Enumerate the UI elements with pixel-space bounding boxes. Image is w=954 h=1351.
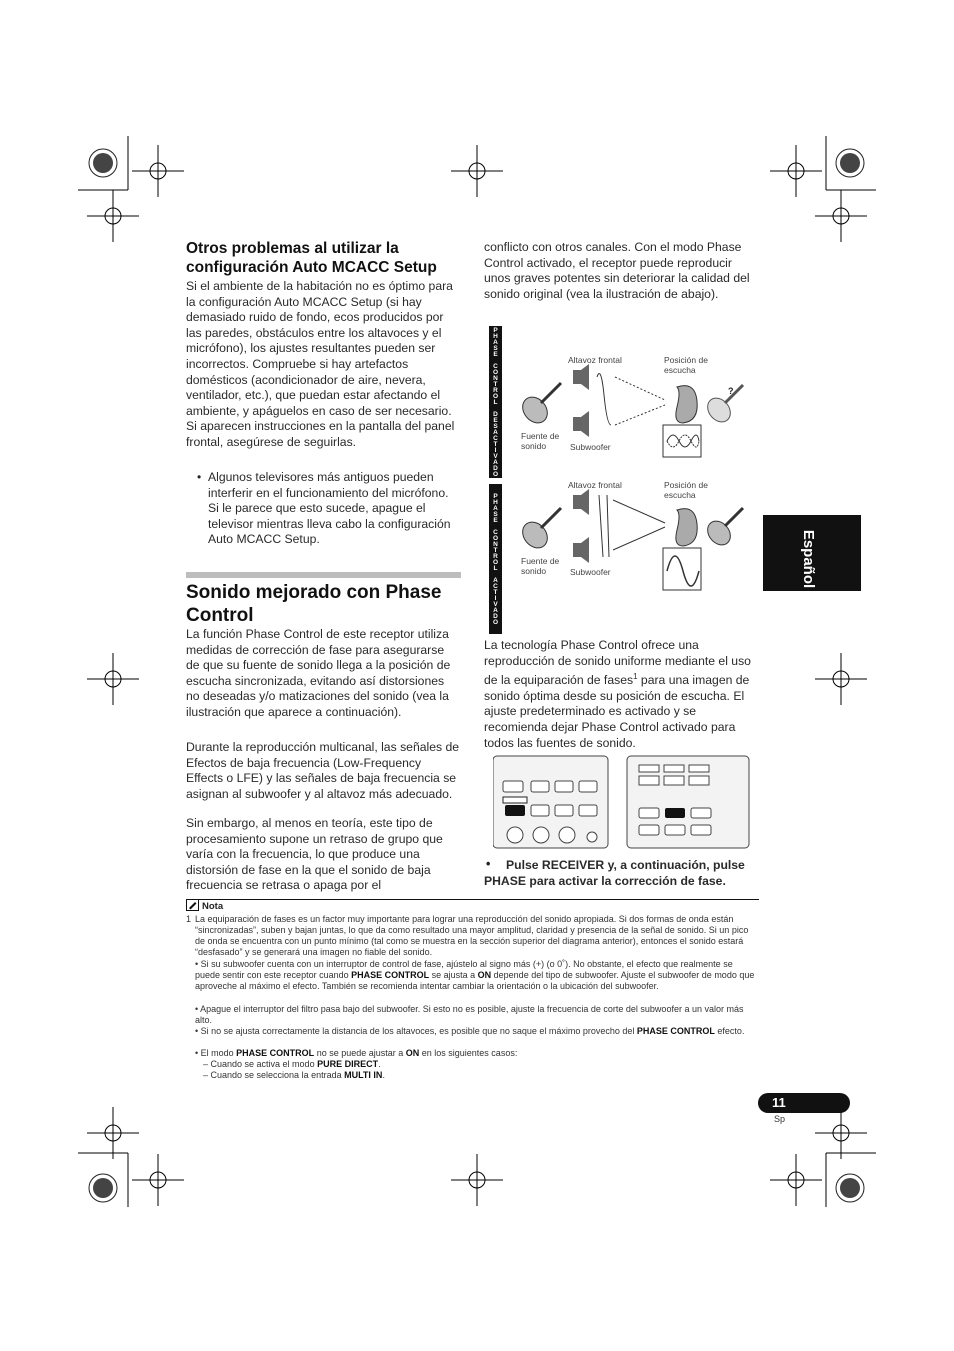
label-subwoofer: Subwoofer [570, 567, 611, 577]
footnote-bullet-cases: • El modo PHASE CONTROL no se puede ajustar a ON en los siguientes casos: [195, 1048, 518, 1058]
page-language-code: Sp [774, 1114, 786, 1124]
note-rule [186, 899, 759, 900]
subheading-auto-mcacc: Otros problemas al utilizar la configuración Auto MCACC Setup [186, 240, 437, 276]
paragraph-conflict: conflicto con otros canales. Con el modo Phase Control activado, el receptor puede reproducir unos graves potentes sin deteriorar la calidad del sonido original (vea la ilustración de abajo). [484, 240, 750, 301]
label-front-speaker: Altavoz frontal [568, 355, 622, 365]
guitar-icon [703, 385, 743, 426]
footnote-case-multi-in: – Cuando se selecciona la entrada MULTI IN. [203, 1070, 385, 1080]
page-number-badge: 11 [758, 1093, 850, 1113]
section-rule [186, 572, 461, 578]
ear-icon [676, 386, 697, 423]
paragraph-group-delay: Sin embargo, al menos en teoría, este tipo de procesamiento supone un retraso de grupo que varía con la frecuencia, lo que produce una distorsión de fase en la que el sonido de baja frecuencia se retrasa o apaga por el [186, 816, 443, 893]
footnote-1: La equiparación de fases es un factor muy importante para lograr una reproducción del sonido apropiada. Si dos formas de onda están “sincronizadas”, suben y bajan juntas, lo que da como resultado una mayor amplitud, claridad y presencia de la señal de sonido. Si un pico de onda se encuentra con un punto mínimo (tal como se muestra en la sección superior del diagrama anterior), entonces el sonido estará “desfasado” y se generará una imagen no fiable del sonido. [195, 914, 749, 957]
note-icon [186, 899, 199, 911]
footnote-bullet-subwoofer-phase: • Si su subwoofer cuenta con un interruptor de control de fase, ajústelo al signo más (+) (o 0˚). No obstante, el efecto que realmente se puede sentir con este receptor cuando PHASE CONTROL se ajusta a ON depende del tipo de subwoofer. Ajuste el subwoofer de modo que aproveche al máximo el efecto. También se recomienda intentar cambiar la orientación o la ubicación del subwoofer. [195, 959, 755, 991]
question-mark: ? [728, 386, 734, 396]
label-phase-on: PHASE CONTROL ACTIVADO [489, 484, 502, 634]
ear-icon [676, 509, 697, 546]
paragraph-multichannel: Durante la reproducción multicanal, las señales de Efectos de baja frecuencia (Low-Frequency Effects o LFE) y las señales de baja frecuencia se asignan al subwoofer y al altavoz más adecuado. [186, 740, 460, 801]
bullet-dot: • [197, 470, 202, 484]
guitar-icon [518, 508, 561, 553]
paragraph-room-environment: Si el ambiente de la habitación no es óptimo para la configuración Auto MCACC Setup (si hay demasiado ruido de fondo, ecos producidos por las paredes, obstáculos entre los altavoces y el micrófono), los ajustes resultantes pueden ser incorrectos. Compruebe si hay artefactos domésticos (acondicionador de aire, nevera, ventilador, etc.), que puedan estar afectando el ambiente, y apáguelos en caso de ser necesario. Si aparecen instrucciones en la pantalla del panel frontal, asegúrese de seguirlas. [186, 279, 455, 449]
label-listening-position: Posición de escucha [664, 355, 708, 375]
footnote-ref: 1 [633, 672, 638, 682]
speaker-icon [573, 364, 589, 437]
instruction-bullet: • [486, 857, 491, 871]
guitar-icon [703, 508, 743, 549]
footnote-bullet-lowpass: • Apague el interruptor del filtro pasa bajo del subwoofer. Si esto no es posible, ajuste la frecuencia de corte del subwoofer a un valor más alto. [195, 1004, 744, 1025]
speaker-icon [573, 489, 589, 563]
paragraph-phase-intro: La función Phase Control de este receptor utiliza medidas de corrección de fase para asegurarse de que su fuente de sonido llega a la posición de escucha sincronizada, evitando así distorsiones no deseadas y/o matizaciones del sonido (vea la ilustración que aparece a continuación). [186, 627, 451, 719]
remote-illustration [493, 753, 751, 849]
label-listening-position: Posición de escucha [664, 480, 708, 500]
label-source: Fuente de sonido [521, 556, 560, 576]
note-title: Nota [202, 901, 224, 912]
label-source: Fuente de sonido [521, 431, 560, 451]
label-subwoofer: Subwoofer [570, 442, 611, 452]
footnote-case-pure-direct: – Cuando se activa el modo PURE DIRECT. [203, 1059, 381, 1069]
footnote-number: 1 [186, 914, 192, 924]
footnote-bullet-distance: • Si no se ajusta correctamente la distancia de los altavoces, es posible que no saque el máximo provecho del PHASE CONTROL efecto. [195, 1026, 745, 1036]
section-title-phase-control: Sonido mejorado con Phase Control [186, 582, 442, 626]
label-front-speaker: Altavoz frontal [568, 480, 622, 490]
label-phase-off: PHASE CONTROL DESACTIVADO [489, 326, 502, 478]
guitar-icon [518, 383, 561, 428]
bullet-old-tv: Algunos televisores más antiguos pueden interferir en el funcionamiento del micrófono. Si le parece que esto sucede, apague el televisor mientras lleva cabo la configuración Auto MCACC Setup. [208, 470, 451, 547]
language-tab: Español [763, 515, 861, 591]
paragraph-phase-technology: La tecnología Phase Control ofrece una reproducción de sonido uniforme mediante el uso de la equiparación de fases$^1$ para una imagen de sonido óptima desde su posición de escucha. El ajuste predeterminado es activado y se recomienda dejar Phase Control activado para todos las fuentes de sonido. [484, 638, 751, 750]
instruction-phase: Pulse RECEIVER y, a continuación, pulse PHASE para activar la corrección de fase. [484, 858, 745, 888]
